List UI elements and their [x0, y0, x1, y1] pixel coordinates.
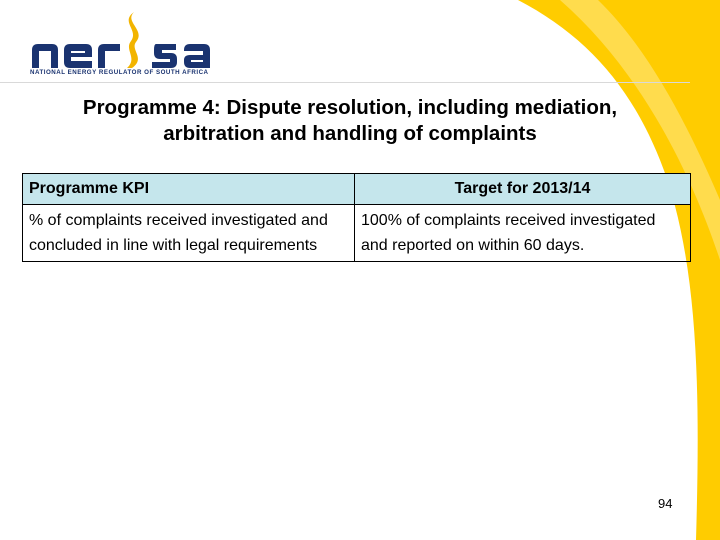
- header-divider: [0, 82, 690, 83]
- table-row: [23, 205, 691, 262]
- header-target: Target for 2013/14: [355, 174, 691, 205]
- table-header-row: [23, 174, 691, 205]
- flame-icon: [127, 12, 139, 68]
- page-number: 94: [658, 496, 673, 511]
- logo-tagline: NATIONAL ENERGY REGULATOR OF SOUTH AFRICA: [30, 69, 209, 76]
- kpi-table: [22, 173, 691, 262]
- target-cell: 100% of complaints received investigated and reported on within 60 days.: [355, 205, 691, 262]
- header-programme-kpi: Programme KPI: [23, 174, 355, 205]
- slide-title: Programme 4: Dispute resolution, including mediation, arbitration and handling of complaints: [82, 96, 618, 145]
- kpi-cell: % of complaints received investigated and concluded in line with legal requirements: [23, 205, 355, 262]
